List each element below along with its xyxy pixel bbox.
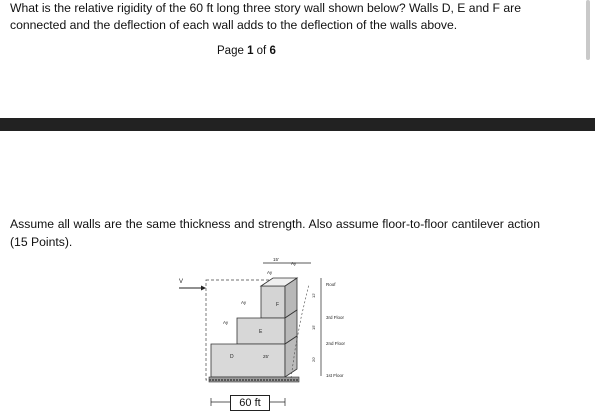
scrollbar-thumb[interactable] [586, 0, 590, 60]
page-prefix: Page [217, 45, 248, 57]
opening-label-4: Ay [223, 320, 229, 325]
assumption-text: Assume all walls are the same thickness and strength. Also assume floor-to-floor cantilever action (15 Points). [10, 217, 540, 249]
wall-e-label: E [259, 329, 263, 335]
question-intro: What is the relative rigidity of the 60 ft long three story wall shown below? Walls D, E and F are connected and the deflection of each wall adds to the deflection of the walls above. [10, 1, 521, 32]
opening-label-2: Ay [291, 261, 297, 266]
opening-label-3: Ay [241, 300, 247, 305]
page-current: 1 [247, 45, 254, 57]
wall-f-face [261, 286, 285, 318]
page-indicator [217, 45, 276, 57]
floor-label-1st: 1st Floor [326, 373, 344, 378]
wall-elevation-figure [175, 254, 395, 409]
wall-d-face [211, 344, 285, 377]
mid-dim-label: 25' [263, 354, 269, 359]
opening-label-1: Ay [267, 270, 273, 275]
page-separator-bar [0, 118, 595, 131]
story-height-2: 15' [311, 324, 316, 330]
floor-label-roof: Roof [326, 282, 336, 287]
story-height-1: 12' [311, 292, 316, 298]
floor-label-3rd: 3rd Floor [326, 315, 345, 320]
wall-d-label: D [230, 354, 234, 360]
page-of: of [253, 45, 270, 57]
load-label: V [179, 279, 184, 285]
top-dim-label: 15' [273, 257, 279, 262]
story-height-3: 20' [311, 356, 316, 362]
length-label: 60 ft [230, 395, 270, 411]
page-total: 6 [269, 45, 276, 57]
load-arrowhead [201, 286, 206, 291]
floor-label-2nd: 2nd Floor [326, 341, 346, 346]
wall-f-label: F [276, 302, 280, 308]
